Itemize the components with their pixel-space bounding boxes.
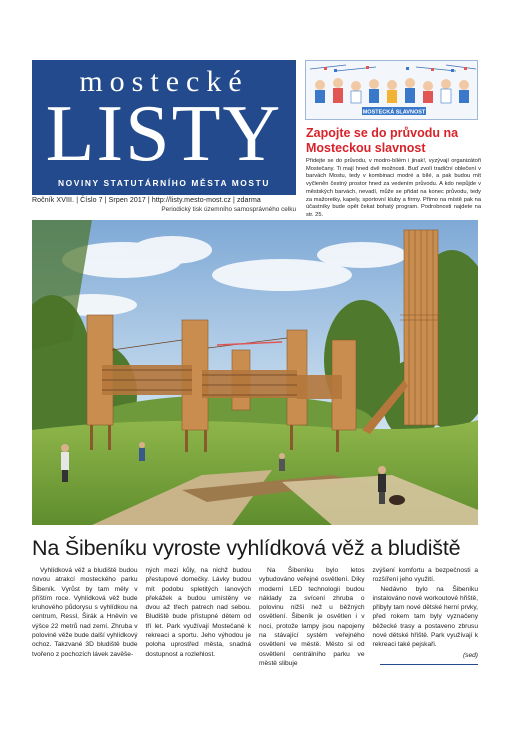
article-column-3	[259, 566, 365, 696]
article-headline: Na Šibeníku vyroste vyhlídková věž a bludiště	[32, 536, 461, 560]
issue-info: Ročník XVIII. | Číslo 7 | Srpen 2017 | http://listy.mesto-most.cz | zdarma	[32, 197, 261, 204]
masthead-small-title: mostecké	[79, 65, 249, 98]
promo-title: Zapojte se do průvodu na Mosteckou slavnost	[306, 126, 459, 155]
parade-illustration	[305, 60, 478, 120]
article-paragraph: Nedávno bylo na Šibeníku instalováno nové workoutové hřiště, přibyly tam nové dětské herní prvky, před rokem tam byly vyznačeny běžecké trasy a postaveno zbrusu nové dětské hřiště. Park využívají k rekreaci také pejskaři.	[372, 585, 478, 649]
article-paragraph: ných mezi kůly, na nichž budou přestupové domečky. Lávky budou mít podobu spletitých lanových překážek a budou umístěny ve dvou až třech patrech nad sebou. Bludiště bude přístupné dětem od tří let. Park využívají Mostečané k rekreaci a sportu. Jeho výhodou je poloha uprostřed města, snadná dostupnost a rozlehlost.	[145, 567, 251, 658]
article-end-rule	[380, 664, 478, 665]
park-tower-illustration	[32, 220, 478, 525]
parade-banner-text: MOSTECKÁ SLAVNOST	[362, 109, 426, 116]
lookout-tower-maze-icon	[32, 220, 478, 525]
article-paragraph: Na Šibeníku bylo letos vybudováno veřejné osvětlení. Díky moderní LED technologii budou náklady za svícení zhruba o polovinu nižší než u běžných osvětlení. Šibeník je osvětlen i v noci, protože lampy jsou napojeny na stávající systém veřejného osvětlení ve městě. Město si od osvětlení centrálního parku ve městě slibuje	[259, 567, 365, 667]
article-paragraph: Vyhlídková věž a bludiště budou novou atrakcí mosteckého parku Šibeník. Vyrůst by tam měly v příštím roce. Vyhlídková věž bude kruhového půdorysu s vyhlídkou na centrum, Ressl, Širák a Hněvín ve výšce 22 metrů nad zemí. Zhruba v polovině věže bude další vyhlídkový ochoz. Takzvané 3D bludiště bude tvořeno z pochozích lávek zavěše-	[32, 567, 138, 658]
article-paragraph: zvýšení komfortu a bezpečnosti a rozšíření jeho využití.	[372, 567, 478, 584]
promo-text: Přidejte se do průvodu, v modro-bílém i jinak!, vyzývají organizátoři Mostečany. Ti mají hned dvě možnosti. Buď zvolí tradiční oblečení v barvách Mostu, tedy v kombinaci modré a bílé, a pak budou mít vyčleněn čestný prostor hned za vedením průvodu. A kdo nepůjde v městských barvách, nevadí, může se přidat na konec průvodu, tedy za mažoretky, kapely, sportovní kluby a firmy. Přímo na místě pak na účastníky bude opět čekat bohatý program. Podrobnosti najdete na str. 25.	[306, 158, 481, 218]
issue-subtitle: Periodický tisk územního samosprávného celku	[161, 206, 296, 213]
article-column-4	[373, 566, 479, 696]
article-body	[32, 566, 478, 696]
article-column-1	[32, 566, 138, 696]
author-signature: (sed)	[462, 651, 478, 659]
masthead-tagline: NOVINY STATUTÁRNÍHO MĚSTA MOSTU	[58, 178, 270, 188]
masthead-big-title: LISTY	[45, 90, 283, 178]
article-column-2	[146, 566, 252, 696]
parade-children-icon	[306, 61, 478, 120]
masthead	[32, 60, 296, 195]
